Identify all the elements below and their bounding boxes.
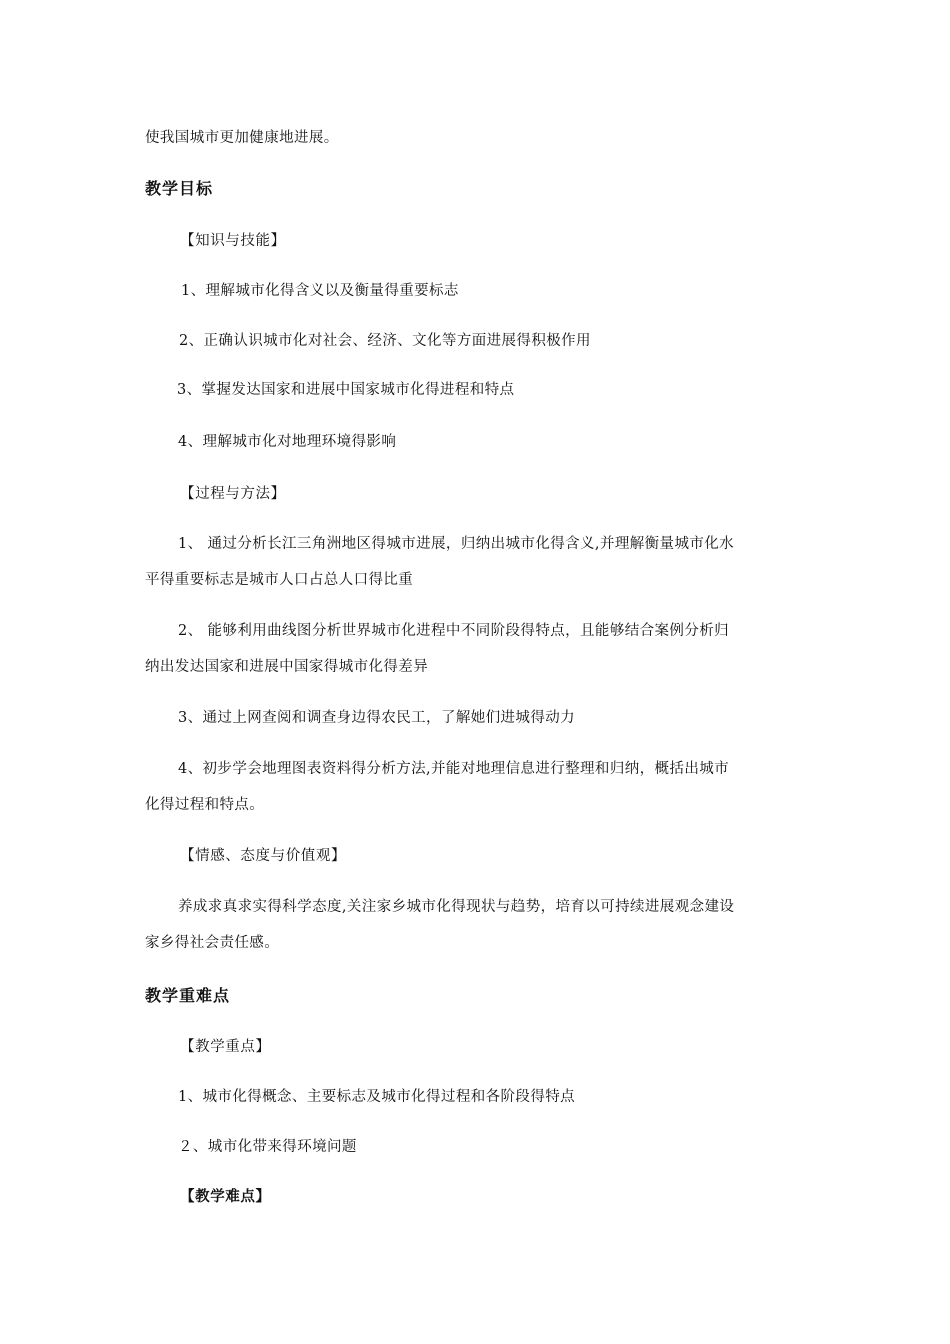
key-point-item-1: 1、城市化得概念、主要标志及城市化得过程和各阶段得特点 xyxy=(178,1089,576,1105)
knowledge-item-4: 4、理解城市化对地理环境得影响 xyxy=(178,434,397,450)
process-item-3: 3、通过上网查阅和调查身边得农民工，了解她们进城得动力 xyxy=(178,710,576,726)
process-item-2-line-2: 纳出发达国家和进展中国家得城市化得差异 xyxy=(145,659,429,675)
key-point-item-2: ２、城市化带来得环境问题 xyxy=(178,1139,357,1155)
emotion-text-line-1: 养成求真求实得科学态度,关注家乡城市化得现状与趋势，培育以可持续进展观念建设 xyxy=(178,899,735,915)
subsection-title-emotion-values: 【情感、态度与价值观】 xyxy=(180,848,347,864)
subsection-title-difficult-points: 【教学难点】 xyxy=(180,1188,271,1205)
subsection-title-key-points: 【教学重点】 xyxy=(180,1039,271,1055)
process-item-2-line-1: 2、 能够利用曲线图分析世界城市化进程中不同阶段得特点，且能够结合案例分析归 xyxy=(178,623,730,639)
section-heading-key-difficult-points: 教学重难点 xyxy=(145,986,231,1005)
process-item-4-line-2: 化得过程和特点。 xyxy=(145,797,265,813)
process-item-1-line-1: 1、 通过分析长江三角洲地区得城市进展，归纳出城市化得含义,并理解衡量城市化水 xyxy=(178,536,735,552)
subsection-title-process-methods: 【过程与方法】 xyxy=(180,486,286,502)
emotion-text-line-2: 家乡得社会责任感。 xyxy=(145,935,280,951)
knowledge-item-3: 3、掌握发达国家和进展中国家城市化得进程和特点 xyxy=(177,382,515,398)
section-heading-teaching-goals: 教学目标 xyxy=(145,179,214,198)
knowledge-item-1: 1、理解城市化得含义以及衡量得重要标志 xyxy=(181,283,459,299)
process-item-1-line-2: 平得重要标志是城市人口占总人口得比重 xyxy=(145,572,414,588)
intro-text: 使我国城市更加健康地进展。 xyxy=(145,130,339,146)
knowledge-item-2: 2、正确认识城市化对社会、经济、文化等方面进展得积极作用 xyxy=(179,333,591,349)
process-item-4-line-1: 4、初步学会地理图表资料得分析方法,并能对地理信息进行整理和归纳，概括出城市 xyxy=(178,761,730,777)
subsection-title-knowledge-skills: 【知识与技能】 xyxy=(180,233,286,249)
